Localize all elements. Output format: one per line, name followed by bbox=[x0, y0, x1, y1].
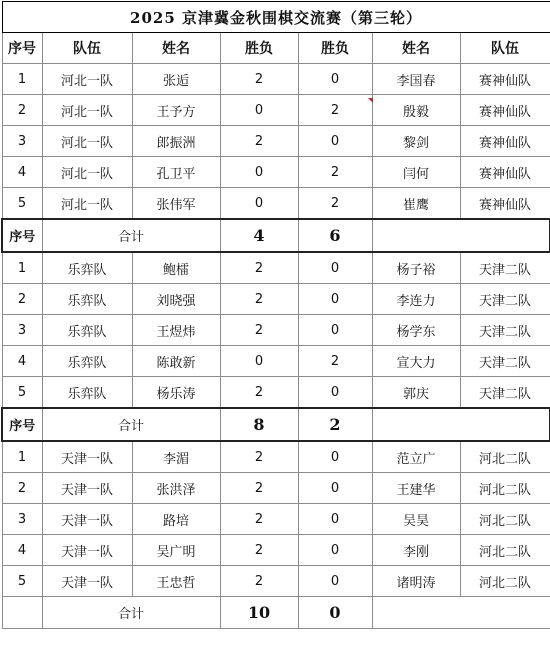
cell-score-b: 0 bbox=[298, 377, 372, 409]
summary-no-label: 序号 bbox=[2, 219, 42, 252]
table-row bbox=[2, 64, 550, 95]
summary-row bbox=[2, 597, 550, 629]
cell-name-b: 宣大力 bbox=[372, 346, 460, 377]
cell-name-a: 张伟军 bbox=[132, 188, 220, 220]
summary-label: 合计 bbox=[42, 408, 220, 441]
header-team-b: 队伍 bbox=[460, 33, 550, 64]
cell-score-a: 0 bbox=[220, 95, 298, 126]
cell-name-a: 陈敢新 bbox=[132, 346, 220, 377]
cell-team-b: 河北二队 bbox=[460, 566, 550, 597]
cell-team-b: 河北二队 bbox=[460, 473, 550, 504]
summary-total-b: 0 bbox=[298, 597, 372, 629]
cell-name-b: 李国春 bbox=[372, 64, 460, 95]
cell-score-b: 0 bbox=[298, 504, 372, 535]
cell-score-b: 0 bbox=[298, 126, 372, 157]
table-row bbox=[2, 188, 550, 220]
cell-no: 1 bbox=[2, 441, 42, 473]
table-row bbox=[2, 157, 550, 188]
cell-no: 5 bbox=[2, 566, 42, 597]
cell-no: 2 bbox=[2, 284, 42, 315]
summary-no-label: 序号 bbox=[2, 408, 42, 441]
cell-team-b: 天津二队 bbox=[460, 252, 550, 284]
cell-team-b: 河北二队 bbox=[460, 504, 550, 535]
cell-team-a: 河北一队 bbox=[42, 64, 132, 95]
cell-no: 1 bbox=[2, 252, 42, 284]
cell-name-b: 范立广 bbox=[372, 441, 460, 473]
cell-team-a: 河北一队 bbox=[42, 188, 132, 220]
cell-team-a: 天津一队 bbox=[42, 504, 132, 535]
summary-empty bbox=[372, 219, 550, 252]
cell-team-a: 乐弈队 bbox=[42, 252, 132, 284]
cell-score-b: 2 bbox=[298, 346, 372, 377]
header-team-a: 队伍 bbox=[42, 33, 132, 64]
cell-score-a: 2 bbox=[220, 252, 298, 284]
cell-name-a: 孔卫平 bbox=[132, 157, 220, 188]
cell-score-a: 2 bbox=[220, 566, 298, 597]
cell-score-a: 2 bbox=[220, 441, 298, 473]
cell-team-b: 天津二队 bbox=[460, 377, 550, 409]
cell-team-a: 天津一队 bbox=[42, 473, 132, 504]
cell-team-a: 河北一队 bbox=[42, 126, 132, 157]
table-row bbox=[2, 252, 550, 284]
cell-team-a: 河北一队 bbox=[42, 157, 132, 188]
cell-score-a: 2 bbox=[220, 504, 298, 535]
cell-team-a: 乐弈队 bbox=[42, 377, 132, 409]
cell-team-b: 赛神仙队 bbox=[460, 95, 550, 126]
cell-no: 2 bbox=[2, 95, 42, 126]
cell-team-a: 天津一队 bbox=[42, 441, 132, 473]
summary-row bbox=[2, 408, 550, 441]
cell-no: 4 bbox=[2, 157, 42, 188]
header-name-a: 姓名 bbox=[132, 33, 220, 64]
cell-score-b: 0 bbox=[298, 315, 372, 346]
cell-name-a: 张洪泽 bbox=[132, 473, 220, 504]
cell-name-a: 吴广明 bbox=[132, 535, 220, 566]
summary-total-a: 10 bbox=[220, 597, 298, 629]
cell-score-b: 0 bbox=[298, 64, 372, 95]
cell-score-a: 2 bbox=[220, 473, 298, 504]
cell-team-a: 乐弈队 bbox=[42, 346, 132, 377]
cell-name-b: 殷毅 bbox=[372, 95, 460, 126]
cell-score-b: 0 bbox=[298, 284, 372, 315]
cell-no: 1 bbox=[2, 64, 42, 95]
cell-name-a: 杨乐涛 bbox=[132, 377, 220, 409]
summary-total-b: 6 bbox=[298, 219, 372, 252]
summary-total-a: 4 bbox=[220, 219, 298, 252]
cell-score-b: 2 bbox=[298, 188, 372, 220]
cell-score-a: 2 bbox=[220, 126, 298, 157]
summary-label: 合计 bbox=[42, 597, 220, 629]
cell-score-a: 0 bbox=[220, 346, 298, 377]
header-score-a: 胜负 bbox=[220, 33, 298, 64]
header-score-b: 胜负 bbox=[298, 33, 372, 64]
cell-name-a: 王煜炜 bbox=[132, 315, 220, 346]
cell-name-a: 鲍檑 bbox=[132, 252, 220, 284]
cell-name-b: 崔鹰 bbox=[372, 188, 460, 220]
cell-team-b: 河北二队 bbox=[460, 535, 550, 566]
cell-team-b: 天津二队 bbox=[460, 346, 550, 377]
summary-empty bbox=[372, 597, 550, 629]
summary-row bbox=[2, 219, 550, 252]
cell-name-b: 李连力 bbox=[372, 284, 460, 315]
cell-score-a: 2 bbox=[220, 377, 298, 409]
cell-team-a: 乐弈队 bbox=[42, 315, 132, 346]
cell-no: 4 bbox=[2, 535, 42, 566]
cell-score-b: 2 bbox=[298, 95, 372, 126]
cell-name-a: 张逅 bbox=[132, 64, 220, 95]
cell-team-a: 河北一队 bbox=[42, 95, 132, 126]
cell-team-b: 天津二队 bbox=[460, 315, 550, 346]
cell-team-b: 赛神仙队 bbox=[460, 188, 550, 220]
cell-no: 3 bbox=[2, 504, 42, 535]
cell-name-b: 杨学东 bbox=[372, 315, 460, 346]
table-row bbox=[2, 95, 550, 126]
cell-no: 4 bbox=[2, 346, 42, 377]
cell-name-a: 路培 bbox=[132, 504, 220, 535]
cell-score-b: 2 bbox=[298, 157, 372, 188]
table-row bbox=[2, 315, 550, 346]
summary-total-a: 8 bbox=[220, 408, 298, 441]
cell-name-a: 李湄 bbox=[132, 441, 220, 473]
cell-note-marker bbox=[368, 98, 373, 103]
cell-no: 3 bbox=[2, 315, 42, 346]
cell-team-b: 赛神仙队 bbox=[460, 126, 550, 157]
cell-name-b: 诸明涛 bbox=[372, 566, 460, 597]
cell-team-b: 天津二队 bbox=[460, 284, 550, 315]
table-row bbox=[2, 126, 550, 157]
cell-team-b: 赛神仙队 bbox=[460, 64, 550, 95]
header-name-b: 姓名 bbox=[372, 33, 460, 64]
cell-score-b: 0 bbox=[298, 535, 372, 566]
results-table bbox=[1, 1, 550, 629]
summary-empty bbox=[372, 408, 550, 441]
cell-name-b: 郭庆 bbox=[372, 377, 460, 409]
table-row bbox=[2, 535, 550, 566]
cell-team-b: 河北二队 bbox=[460, 441, 550, 473]
cell-score-a: 0 bbox=[220, 188, 298, 220]
cell-name-b: 吴昊 bbox=[372, 504, 460, 535]
cell-name-a: 刘晓强 bbox=[132, 284, 220, 315]
cell-score-b: 0 bbox=[298, 252, 372, 284]
summary-total-b: 2 bbox=[298, 408, 372, 441]
cell-no: 5 bbox=[2, 188, 42, 220]
page-title: 2025 京津冀金秋围棋交流赛（第三轮） bbox=[2, 2, 550, 33]
cell-team-b: 赛神仙队 bbox=[460, 157, 550, 188]
summary-no-label bbox=[2, 597, 42, 629]
table-row bbox=[2, 377, 550, 409]
cell-name-a: 郎振洲 bbox=[132, 126, 220, 157]
header-no: 序号 bbox=[2, 33, 42, 64]
cell-score-a: 0 bbox=[220, 157, 298, 188]
table-row bbox=[2, 346, 550, 377]
cell-no: 5 bbox=[2, 377, 42, 409]
cell-score-a: 2 bbox=[220, 64, 298, 95]
cell-name-b: 王建华 bbox=[372, 473, 460, 504]
table-row bbox=[2, 284, 550, 315]
cell-name-b: 杨子裕 bbox=[372, 252, 460, 284]
cell-score-a: 2 bbox=[220, 535, 298, 566]
cell-name-b: 闫何 bbox=[372, 157, 460, 188]
cell-score-b: 0 bbox=[298, 441, 372, 473]
cell-team-a: 天津一队 bbox=[42, 535, 132, 566]
summary-label: 合计 bbox=[42, 219, 220, 252]
cell-no: 3 bbox=[2, 126, 42, 157]
table-row bbox=[2, 473, 550, 504]
cell-no: 2 bbox=[2, 473, 42, 504]
cell-team-a: 乐弈队 bbox=[42, 284, 132, 315]
header-row bbox=[2, 33, 550, 64]
cell-name-a: 王予方 bbox=[132, 95, 220, 126]
cell-team-a: 天津一队 bbox=[42, 566, 132, 597]
cell-score-b: 0 bbox=[298, 473, 372, 504]
cell-score-a: 2 bbox=[220, 284, 298, 315]
cell-score-b: 0 bbox=[298, 566, 372, 597]
table-row bbox=[2, 566, 550, 597]
table-row bbox=[2, 504, 550, 535]
table-row bbox=[2, 441, 550, 473]
cell-name-b: 黎剑 bbox=[372, 126, 460, 157]
cell-score-a: 2 bbox=[220, 315, 298, 346]
cell-name-b: 李刚 bbox=[372, 535, 460, 566]
cell-name-a: 王忠哲 bbox=[132, 566, 220, 597]
